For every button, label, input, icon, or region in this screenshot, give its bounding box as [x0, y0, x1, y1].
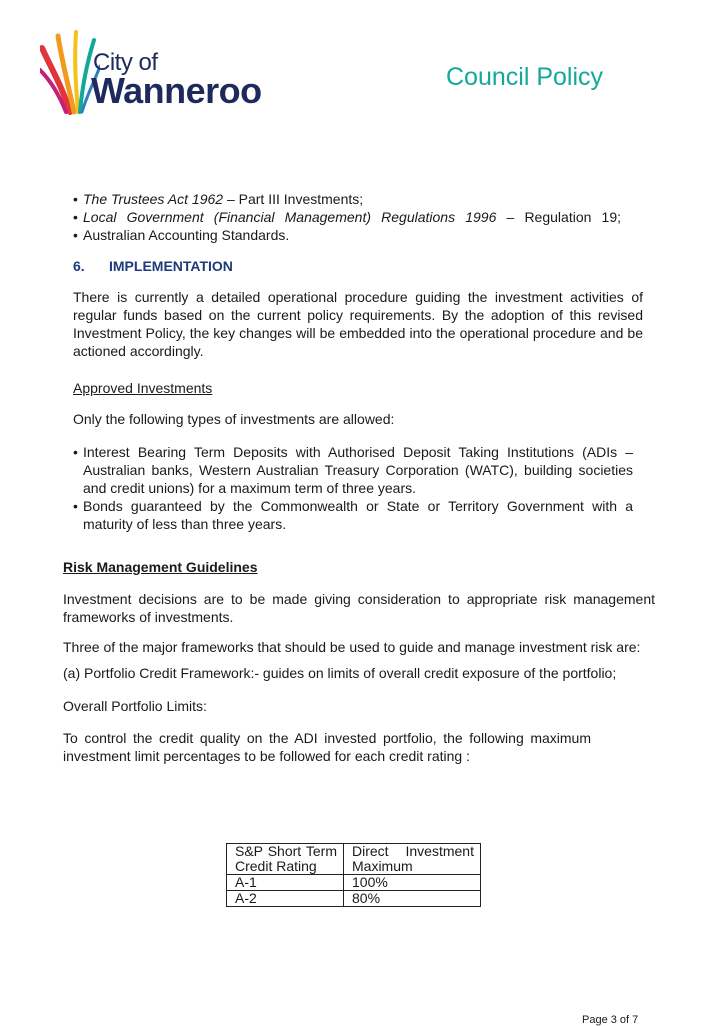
- risk-paragraph: To control the credit quality on the ADI invested portfolio, the following maximum investment limit percentages to be followed for each credit rating :: [63, 730, 591, 764]
- legislation-list: [73, 190, 643, 244]
- table-header-row: [227, 859, 481, 875]
- table-cell: A-1: [227, 875, 344, 891]
- approved-investments-heading: Approved Investments: [73, 380, 213, 396]
- table-cell: 80%: [344, 891, 481, 907]
- table-row: [227, 891, 481, 907]
- risk-management-heading: Risk Management Guidelines: [63, 559, 258, 575]
- table-row: [227, 875, 481, 891]
- section-heading: [73, 258, 233, 274]
- risk-paragraph: Three of the major frameworks that should be used to guide and manage investment risk are:: [63, 639, 641, 655]
- table-cell: 100%: [344, 875, 481, 891]
- table-cell: A-2: [227, 891, 344, 907]
- table-header-row: [227, 844, 481, 860]
- section-number: 6.: [73, 258, 85, 274]
- table-header-cell: S&P Short Term: [227, 844, 344, 860]
- table-header-cell: Credit Rating: [227, 859, 344, 875]
- document-type-title: Council Policy: [446, 63, 604, 91]
- legislation-item: • The Trustees Act 1962 – Part III Investments;: [73, 190, 643, 208]
- legislation-item: • Local Government (Financial Management) Regulations 1996 – Regulation 19;: [73, 208, 621, 226]
- page-number: Page 3 of 7: [582, 1014, 639, 1026]
- table-header-cell: Maximum: [344, 859, 481, 875]
- logo-text-wanneroo: Wanneroo: [91, 70, 262, 111]
- investment-item: • Bonds guaranteed by the Commonwealth or State or Territory Government with a maturity of less than three years.: [73, 497, 633, 533]
- legislation-item: • Australian Accounting Standards.: [73, 226, 643, 244]
- implementation-paragraph: There is currently a detailed operational procedure guiding the investment activities of regular funds based on the current policy requirements. By the adoption of this revised Investment Policy, the key changes will be embedded into the operational procedure and be actioned accordingly.: [73, 289, 643, 359]
- risk-paragraph: (a) Portfolio Credit Framework:- guides on limits of overall credit exposure of the portfolio;: [63, 665, 617, 681]
- investment-item: • Interest Bearing Term Deposits with Authorised Deposit Taking Institutions (ADIs – Australian banks, Western Australian Treasury Corporation (WATC), building societies and credit unions) for a maximum term of three years.: [73, 443, 633, 497]
- risk-paragraph: Investment decisions are to be made giving consideration to appropriate risk management frameworks of investments.: [63, 591, 655, 625]
- table-header-cell: Direct Investment: [344, 844, 481, 860]
- credit-rating-limits-table: [226, 843, 481, 907]
- section-title: IMPLEMENTATION: [109, 258, 233, 274]
- logo-text-city-of: City of: [93, 49, 158, 76]
- approved-investments-list: [73, 443, 633, 533]
- city-of-wanneroo-logo: [40, 26, 290, 116]
- approved-investments-intro: Only the following types of investments are allowed:: [73, 411, 395, 427]
- overall-portfolio-limits: Overall Portfolio Limits:: [63, 698, 207, 714]
